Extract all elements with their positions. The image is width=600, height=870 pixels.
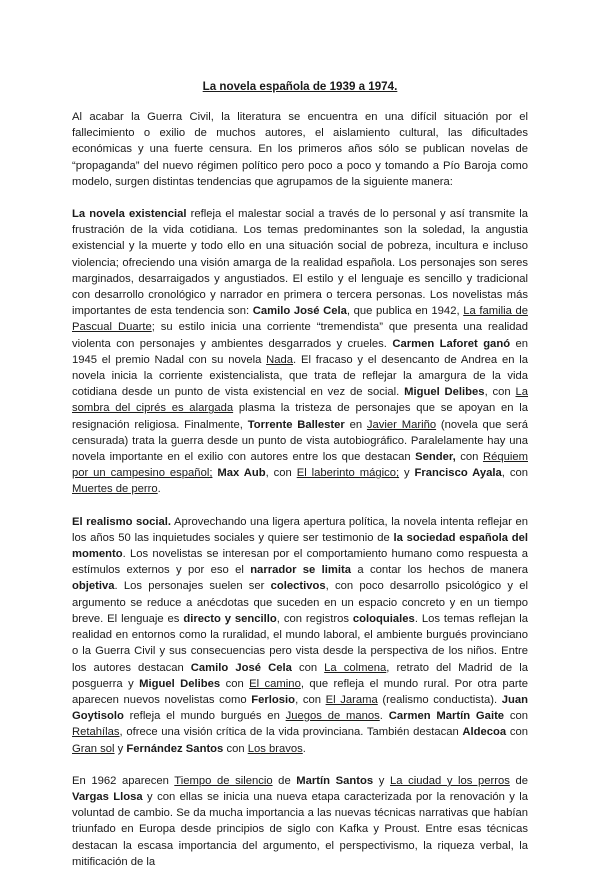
- existencial-heading: La novela existencial: [72, 208, 187, 221]
- work-gran-sol: Gran sol: [72, 742, 115, 755]
- key-colectivos: colectivos: [270, 580, 326, 593]
- author-delibes-2: Miguel Delibes: [139, 677, 221, 690]
- key-objetiva: objetiva: [72, 580, 115, 593]
- work-nada: Nada: [266, 353, 294, 366]
- key-coloquiales: coloquiales: [352, 612, 415, 625]
- work-juegos-manos: Juegos de manos: [285, 710, 380, 723]
- author-ferlosio: Ferlosio: [251, 693, 296, 706]
- work-retahilas: Retahílas: [72, 726, 120, 739]
- work-jarama: El Jarama: [325, 693, 378, 706]
- author-martin-gaite: Carmen Martín Gaite: [388, 710, 505, 723]
- author-delibes: Miguel Delibes: [404, 386, 485, 399]
- work-requiem: Réquiem por un campesino español;: [72, 451, 528, 480]
- key-directo: directo y sencillo: [183, 612, 277, 625]
- author-vargas-llosa: Vargas Llosa: [72, 790, 143, 803]
- author-ayala: Francisco Ayala: [414, 467, 502, 480]
- work-bravos: Los bravos: [247, 742, 303, 755]
- author-aldecoa: Aldecoa: [462, 726, 507, 739]
- page-title: La novela española de 1939 a 1974.: [202, 80, 398, 93]
- work-laberinto: El laberinto mágico;: [296, 467, 400, 480]
- author-goytisolo: Juan Goytisolo: [72, 693, 528, 723]
- author-cela: Camilo José Cela: [252, 305, 347, 318]
- author-sender: Sender,: [415, 451, 456, 464]
- work-tiempo-silencio: Tiempo de silencio: [174, 774, 273, 787]
- work-pascual-duarte: La familia de Pascual Duarte: [72, 305, 528, 334]
- work-muertes-perro: Muertes de perro: [72, 483, 158, 496]
- author-martin-santos: Martín Santos: [296, 774, 374, 787]
- author-fernandez-santos: Fernández Santos: [126, 742, 224, 755]
- author-laforet: Carmen Laforet ganó: [392, 337, 511, 350]
- renovacion-paragraph: En 1962 aparecen Tiempo de silencio de Martín Santos y La ciudad y los perros de Vargas Llosa y con ellas se inicia una nueva etapa caracterizada por la renovación y la voluntad de cambio. Se da mucha importancia a las nuevas técnicas narrativas que habían triunfado en Europa desde principios de siglo con Kafka y Proust. Entre esas técnicas destacan la escasa importancia del argumento, el perspectivismo, la riqueza verbal, la mitificación de la: [72, 774, 529, 868]
- key-sociedad: la sociedad española del momento: [72, 531, 528, 561]
- existencial-paragraph: La novela existencial refleja el malestar social a través de lo personal y así transmite la frustración de la vida cotidiana. Los temas predominantes son la soledad, la angustia existencial y la muerte y todo ello en una situación social de pobreza, incultura e incluso violencia; ofreciendo una visión amarga de la realidad española. Los personajes son seres marginados, desarraigados y angustiados. El estilo y el lenguaje es sencillo y tradicional con desarrollo cronológico y narrador en primera o tercera personas. Los novelistas más importantes de esta tendencia son: Camilo José Cela, que publica en 1942, La familia de Pascual Duarte; su estilo inicia una corriente “tremendista” que presenta una realidad violenta con personajes y ambientes desgarrados y crueles. Carmen Laforet ganó en 1945 el premio Nadal con su novela Nada. El fracaso y el desencanto de Andrea en la novela inicia la corriente existencialista, que trata de reflejar la amargura de la vida cotidiana desde un punto de vista existencial en vez de social. Miguel Delibes, con La sombra del ciprés es alargada plasma la tristeza de personajes que se apoyan en la resignación religiosa. Finalmente, Torrente Ballester en Javier Mariño (novela que será censurada) trata la guerra desde un punto de vista autobiográfico. Paralelamente hay una novela importante en el exilio con autores entre los que destacan Sender, con Réquiem por un campesino español; Max Aub, con El laberinto mágico; y Francisco Ayala, con Muertes de perro.: [72, 208, 529, 496]
- work-sombra-cipres: La sombra del ciprés es alargada: [72, 386, 529, 415]
- author-aub: Max Aub: [217, 467, 266, 480]
- work-ciudad-perros: La ciudad y los perros: [389, 774, 510, 787]
- work-colmena: La colmena: [324, 661, 387, 674]
- intro-paragraph: Al acabar la Guerra Civil, la literatura se encuentra en una difícil situación por el fallecimiento o exilio de muchos autores, el aislamiento cultural, las dificultades económicas y una fuerte censura. En los primeros años sólo se publican novelas de “propaganda” del nuevo régimen político pero poco a poco y tomando a Pío Baroja como modelo, surgen distintas tendencias que agrupamos de la siguiente manera:: [72, 111, 528, 188]
- work-camino: El camino: [249, 677, 301, 690]
- realismo-paragraph: El realismo social. Aprovechando una ligera apertura política, la novela intenta reflejar en los años 50 las inquietudes sociales y quiere ser testimonio de la sociedad española del momento. Los novelistas se interesan por el comportamiento humano como respuesta a estímulos externos y por eso el narrador se limita a contar los hechos de manera objetiva. Los personajes suelen ser colectivos, con poco desarrollo psicológico y el argumento se reduce a anécdotas que suceden en un espacio concreto y en un tiempo breve. El lenguaje es directo y sencillo, con registros coloquiales. Los temas reflejan la realidad en entornos como la ruralidad, el mundo laboral, el ambiente burgués provinciano o la Guerra Civil y sus consecuencias pero vista desde la perspectiva de los niños. Entre los autores destacan Camilo José Cela con La colmena, retrato del Madrid de la posguerra y Miguel Delibes con El camino, que refleja el mundo rural. Por otra parte aparecen nuevos novelistas como Ferlosio, con El Jarama (realismo conductista). Juan Goytisolo refleja el mundo burgués en Juegos de manos. Carmen Martín Gaite con Retahílas, ofrece una visión crítica de la vida provinciana. También destacan Aldecoa con Gran sol y Fernández Santos con Los bravos.: [72, 515, 529, 755]
- author-ballester: Torrente Ballester: [247, 418, 345, 431]
- author-cela-2: Camilo José Cela: [190, 661, 292, 674]
- key-narrador: narrador se limita: [250, 564, 352, 577]
- realismo-heading: El realismo social.: [72, 515, 172, 528]
- work-javier-marino: Javier Mariño: [366, 418, 437, 431]
